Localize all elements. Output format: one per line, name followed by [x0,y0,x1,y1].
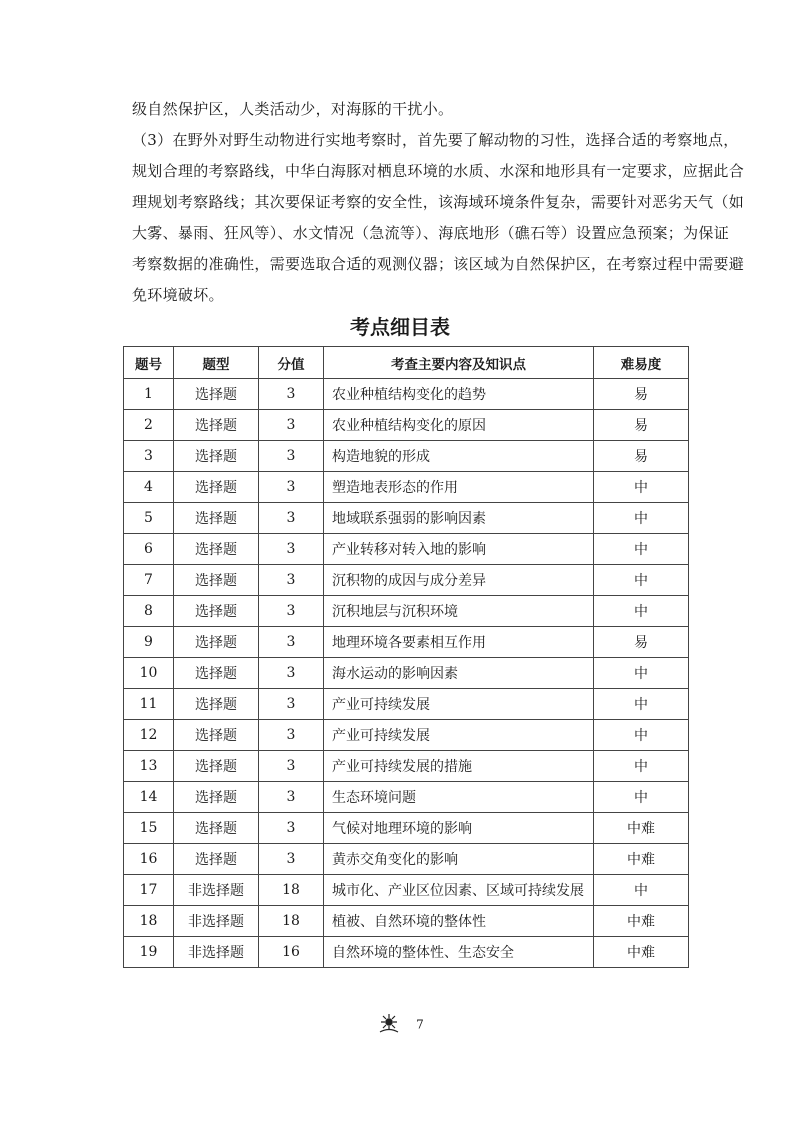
paragraph-line: 考察数据的准确性，需要选取合适的观测仪器；该区域为自然保护区，在考察过程中需要避 [132,255,745,273]
cell-score: 3 [259,596,324,627]
cell-type: 选择题 [174,565,259,596]
cell-score: 18 [259,875,324,906]
cell-difficulty: 中 [594,658,689,689]
cell-difficulty: 易 [594,379,689,410]
cell-content: 农业种植结构变化的趋势 [324,379,594,410]
cell-score: 3 [259,472,324,503]
cell-type: 非选择题 [174,937,259,968]
table-row [124,844,689,875]
cell-difficulty: 中 [594,565,689,596]
cell-score: 3 [259,441,324,472]
cell-score: 3 [259,844,324,875]
cell-number: 6 [124,534,174,565]
table-row [124,782,689,813]
cell-content: 生态环境问题 [324,782,594,813]
table-row [124,441,689,472]
table-row [124,906,689,937]
cell-difficulty: 中难 [594,813,689,844]
cell-type: 选择题 [174,782,259,813]
header-score: 分值 [259,347,324,379]
cell-difficulty: 中难 [594,937,689,968]
cell-difficulty: 中 [594,689,689,720]
header-type: 题型 [174,347,259,379]
cell-type: 选择题 [174,410,259,441]
cell-difficulty: 中 [594,596,689,627]
cell-number: 19 [124,937,174,968]
cell-number: 10 [124,658,174,689]
paragraph-answer-3 [132,125,745,311]
cell-number: 12 [124,720,174,751]
cell-difficulty: 中 [594,472,689,503]
table-row [124,472,689,503]
cell-score: 3 [259,565,324,596]
cell-score: 3 [259,751,324,782]
table-row [124,410,689,441]
cell-content: 产业转移对转入地的影响 [324,534,594,565]
table-row [124,627,689,658]
cell-difficulty: 中 [594,875,689,906]
cell-difficulty: 中 [594,751,689,782]
cell-content: 构造地貌的形成 [324,441,594,472]
header-number: 题号 [124,347,174,379]
table-row [124,379,689,410]
cell-number: 18 [124,906,174,937]
table-row [124,534,689,565]
cell-number: 9 [124,627,174,658]
cell-difficulty: 易 [594,410,689,441]
table-row [124,937,689,968]
table-row [124,658,689,689]
paragraph-line: 大雾、暴雨、狂风等）、水文情况（急流等）、海底地形（礁石等）设置应急预案；为保证 [132,224,730,242]
cell-number: 8 [124,596,174,627]
cell-difficulty: 中 [594,534,689,565]
paragraph-line: 免环境破坏。 [132,286,224,304]
cell-number: 2 [124,410,174,441]
cell-content: 沉积地层与沉积环境 [324,596,594,627]
cell-number: 5 [124,503,174,534]
cell-content: 产业可持续发展 [324,689,594,720]
cell-number: 3 [124,441,174,472]
cell-type: 选择题 [174,627,259,658]
table-row [124,813,689,844]
table-row [124,596,689,627]
cell-content: 气候对地理环境的影响 [324,813,594,844]
cell-number: 4 [124,472,174,503]
paragraph-continuation: 级自然保护区，人类活动少，对海豚的干扰小。 [132,100,454,118]
header-difficulty: 难易度 [594,347,689,379]
header-content: 考查主要内容及知识点 [324,347,594,379]
cell-score: 3 [259,658,324,689]
cell-type: 选择题 [174,379,259,410]
cell-content: 沉积物的成因与成分差异 [324,565,594,596]
cell-content: 地理环境各要素相互作用 [324,627,594,658]
cell-difficulty: 中 [594,503,689,534]
exam-points-table [123,346,689,968]
cell-content: 产业可持续发展 [324,720,594,751]
cell-score: 3 [259,813,324,844]
cell-type: 选择题 [174,813,259,844]
flower-emblem-icon [376,1012,402,1037]
page-footer [0,1012,800,1037]
cell-score: 3 [259,689,324,720]
cell-type: 选择题 [174,596,259,627]
table-row [124,503,689,534]
cell-type: 选择题 [174,658,259,689]
cell-type: 选择题 [174,720,259,751]
cell-score: 3 [259,782,324,813]
cell-type: 非选择题 [174,906,259,937]
cell-number: 17 [124,875,174,906]
cell-content: 地域联系强弱的影响因素 [324,503,594,534]
cell-number: 15 [124,813,174,844]
table-header-row [124,347,689,379]
cell-score: 3 [259,534,324,565]
cell-content: 塑造地表形态的作用 [324,472,594,503]
cell-difficulty: 中 [594,720,689,751]
cell-score: 16 [259,937,324,968]
cell-content: 城市化、产业区位因素、区域可持续发展 [324,875,594,906]
cell-type: 选择题 [174,441,259,472]
cell-type: 选择题 [174,472,259,503]
paragraph-line: 规划合理的考察路线，中华白海豚对栖息环境的水质、水深和地形具有一定要求，应据此合 [132,162,745,180]
cell-number: 11 [124,689,174,720]
page-number: 7 [416,1017,424,1032]
table-row [124,751,689,782]
cell-difficulty: 中难 [594,906,689,937]
cell-score: 3 [259,627,324,658]
table-row [124,875,689,906]
cell-number: 14 [124,782,174,813]
cell-content: 产业可持续发展的措施 [324,751,594,782]
cell-difficulty: 中难 [594,844,689,875]
cell-difficulty: 易 [594,627,689,658]
cell-content: 农业种植结构变化的原因 [324,410,594,441]
table-row [124,720,689,751]
cell-content: 黄赤交角变化的影响 [324,844,594,875]
cell-type: 选择题 [174,534,259,565]
cell-number: 16 [124,844,174,875]
paragraph-line: （3）在野外对野生动物进行实地考察时，首先要了解动物的习性，选择合适的考察地点， [132,131,739,149]
cell-type: 选择题 [174,689,259,720]
cell-type: 选择题 [174,844,259,875]
table-row [124,565,689,596]
cell-score: 3 [259,503,324,534]
paragraph-line: 理规划考察路线；其次要保证考察的安全性，该海域环境条件复杂，需要针对恶劣天气（如 [132,193,745,211]
cell-type: 选择题 [174,751,259,782]
cell-content: 海水运动的影响因素 [324,658,594,689]
cell-score: 3 [259,410,324,441]
cell-difficulty: 中 [594,782,689,813]
cell-score: 3 [259,720,324,751]
cell-number: 1 [124,379,174,410]
cell-score: 18 [259,906,324,937]
cell-content: 自然环境的整体性、生态安全 [324,937,594,968]
cell-score: 3 [259,379,324,410]
cell-difficulty: 易 [594,441,689,472]
cell-number: 7 [124,565,174,596]
cell-type: 非选择题 [174,875,259,906]
cell-number: 13 [124,751,174,782]
cell-type: 选择题 [174,503,259,534]
table-title: 考点细目表 [350,315,450,339]
table-row [124,689,689,720]
cell-content: 植被、自然环境的整体性 [324,906,594,937]
